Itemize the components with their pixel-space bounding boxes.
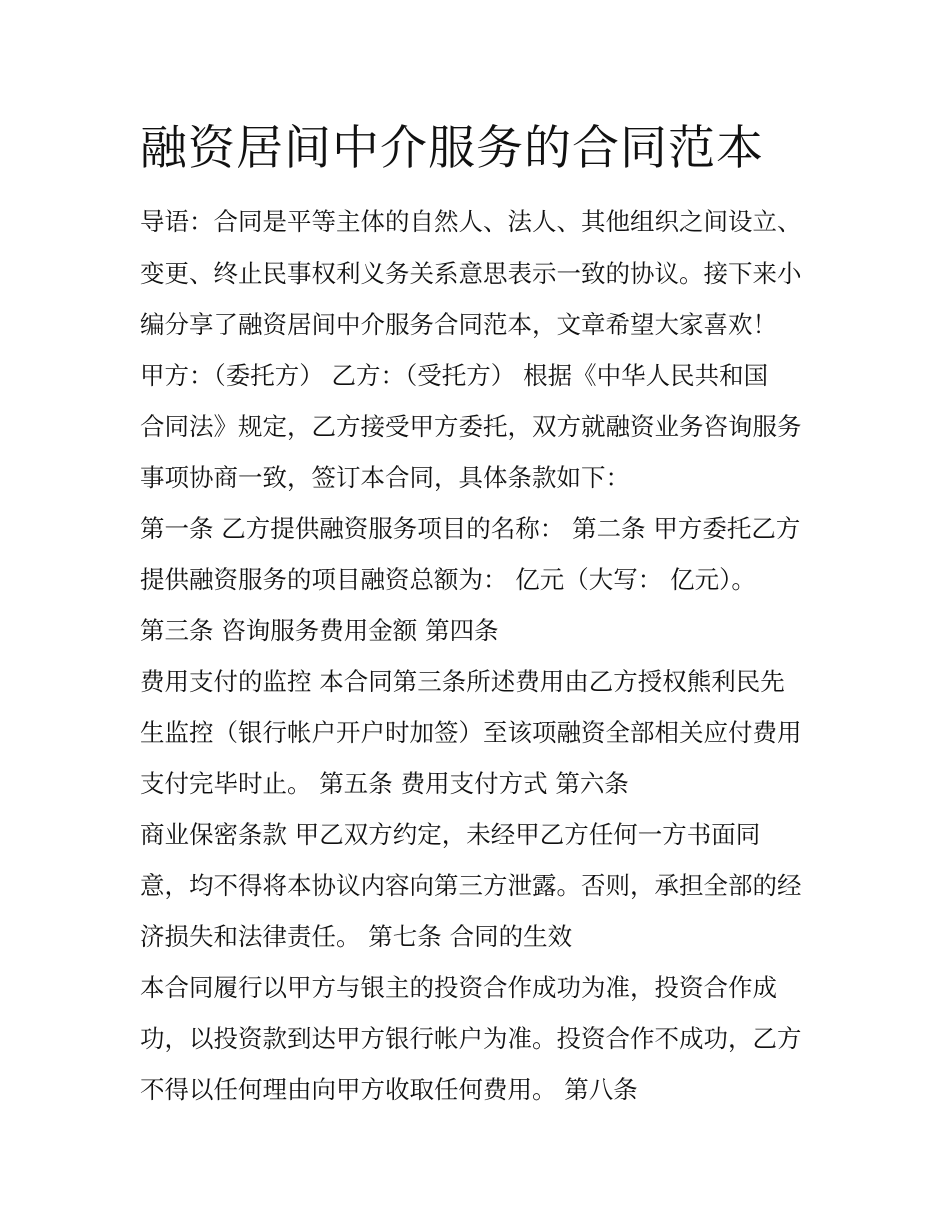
body-line: 费用支付的监控 本合同第三条所述费用由乙方授权熊利民先 (140, 667, 785, 696)
body-line: 不得以任何理由向甲方收取任何费用。 第八条 (140, 1075, 638, 1104)
body-line: 济损失和法律责任。 第七条 合同的生效 (140, 922, 573, 951)
body-line: 提供融资服务的项目融资总额为： 亿元（大写： 亿元）。 (140, 565, 756, 594)
body-line: 变更、终止民事权利义务关系意思表示一致的协议。接下来小 (140, 259, 802, 288)
body-line: 商业保密条款 甲乙双方约定，未经甲乙方任何一方书面同 (140, 820, 761, 849)
document-title: 融资居间中介服务的合同范本 (140, 121, 764, 176)
body-line: 事项协商一致，签订本合同，具体条款如下： (140, 463, 630, 492)
body-line: 支付完毕时止。 第五条 费用支付方式 第六条 (140, 769, 629, 798)
body-line: 功，以投资款到达甲方银行帐户为准。投资合作不成功，乙方 (140, 1024, 802, 1053)
body-line: 编分享了融资居间中介服务合同范本，文章希望大家喜欢！ (140, 310, 777, 339)
body-line: 第三条 咨询服务费用金额 第四条 (140, 616, 499, 645)
body-line: 合同法》规定，乙方接受甲方委托，双方就融资业务咨询服务 (140, 412, 802, 441)
body-line: 本合同履行以甲方与银主的投资合作成功为准，投资合作成 (140, 973, 777, 1002)
body-line: 甲方：（委托方） 乙方：（受托方） 根据《中华人民共和国 (140, 361, 769, 390)
body-line: 导语：合同是平等主体的自然人、法人、其他组织之间设立、 (140, 207, 802, 236)
body-line: 意，均不得将本协议内容向第三方泄露。否则，承担全部的经 (140, 871, 802, 900)
body-line: 生监控（银行帐户开户时加签）至该项融资全部相关应付费用 (140, 718, 802, 747)
body-line: 第一条 乙方提供融资服务项目的名称： 第二条 甲方委托乙方 (140, 514, 801, 543)
